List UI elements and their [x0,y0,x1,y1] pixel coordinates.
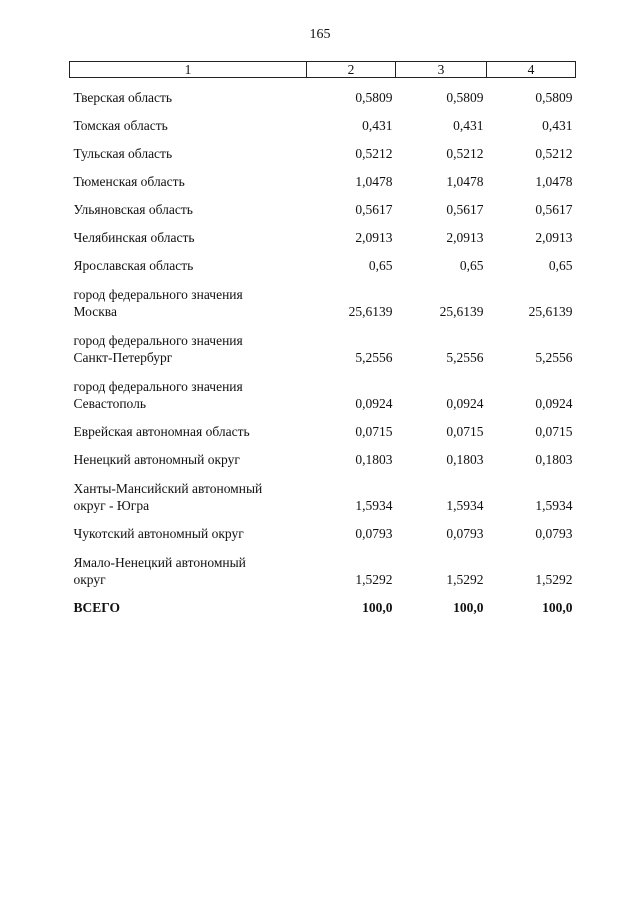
region-name-line: Тверская область [73,90,173,105]
table-row [70,440,576,468]
region-name-line: Ненецкий автономный округ [73,452,240,467]
region-name-cell [70,366,307,412]
region-name-line: Томская область [73,118,168,133]
table-row [70,134,576,162]
table-row [70,412,576,440]
table-row [70,246,576,274]
value-cell-col3: 0,0715 [446,424,484,439]
region-name-line: город федерального значения [73,287,243,302]
value-cell-col3: 0,5617 [446,202,484,217]
region-name-line: Ульяновская область [73,202,193,217]
value-cell-col4: 0,5809 [535,90,573,105]
value-cell-col4: 0,0715 [535,424,573,439]
value-cell-col3: 25,6139 [439,304,484,319]
table-row [70,106,576,134]
table-row [70,320,576,366]
table-row [70,78,576,107]
column-header-1: 1 [70,62,307,78]
value-cell-col3: 100,0 [453,600,484,615]
table-row [70,468,576,514]
value-cell-col4: 0,1803 [535,452,573,467]
region-name-cell [70,162,307,190]
region-name-line: округ [73,572,106,587]
value-cell-col4: 2,0913 [535,230,573,245]
region-name-cell [70,78,307,107]
value-cell-col4: 100,0 [542,600,573,615]
value-cell-col3: 0,0924 [446,396,484,411]
region-name-cell [70,218,307,246]
value-cell-col2: 0,0715 [355,424,393,439]
region-name-cell [70,190,307,218]
value-cell-col4: 0,0793 [535,526,573,541]
region-name-line: Чукотский автономный округ [73,526,244,541]
table-row [70,274,576,320]
value-cell-col3: 1,5934 [446,498,484,513]
region-name-cell [70,440,307,468]
value-cell-col2: 2,0913 [355,230,393,245]
value-cell-col4: 0,65 [548,258,573,273]
value-cell-col4: 0,5212 [535,146,573,161]
region-name-line: Тульская область [73,146,173,161]
column-header-3: 3 [396,62,487,78]
region-name-cell [70,274,307,320]
value-cell-col3: 2,0913 [446,230,484,245]
region-name-line: Севастополь [73,396,147,411]
value-cell-col2: 1,5292 [355,572,393,587]
region-name-line: ВСЕГО [73,600,121,615]
table-row [70,218,576,246]
value-cell-col2: 0,1803 [355,452,393,467]
region-name-line: город федерального значения [73,333,243,348]
value-cell-col3: 0,431 [453,118,484,133]
value-cell-col3: 1,0478 [446,174,484,189]
value-cell-col2: 0,5617 [355,202,393,217]
column-header-4: 4 [487,62,576,78]
region-name-cell [70,246,307,274]
value-cell-col2: 0,0924 [355,396,393,411]
region-name-cell [70,412,307,440]
region-name-cell [70,468,307,514]
table-row [70,366,576,412]
value-cell-col2: 1,5934 [355,498,393,513]
region-name-line: Санкт-Петербург [73,350,173,365]
value-cell-col4: 0,431 [542,118,573,133]
value-cell-col2: 0,65 [368,258,393,273]
value-cell-col3: 0,0793 [446,526,484,541]
value-cell-col2: 25,6139 [348,304,393,319]
region-name-cell [70,106,307,134]
region-name-line: округ - Югра [73,498,150,513]
value-cell-col4: 1,0478 [535,174,573,189]
value-cell-col4: 5,2556 [535,350,573,365]
distribution-table [69,61,576,616]
value-cell-col2: 0,5212 [355,146,393,161]
region-name-line: Ярославская область [73,258,194,273]
table-row [70,542,576,588]
region-name-cell [70,588,307,616]
value-cell-col2: 100,0 [362,600,393,615]
region-name-line: Москва [73,304,117,319]
region-name-line: город федерального значения [73,379,243,394]
value-cell-col3: 0,65 [459,258,484,273]
value-cell-col2: 0,5809 [355,90,393,105]
table-row [70,162,576,190]
region-name-line: Еврейская автономная область [73,424,250,439]
value-cell-col4: 25,6139 [528,304,573,319]
region-name-line: Ханты-Мансийский автономный [73,481,263,496]
value-cell-col3: 1,5292 [446,572,484,587]
region-name-cell [70,542,307,588]
page-number: 165 [309,27,331,42]
region-name-cell [70,134,307,162]
value-cell-col4: 1,5292 [535,572,573,587]
value-cell-col2: 0,431 [362,118,393,133]
table-row [70,190,576,218]
region-name-line: Ямало-Ненецкий автономный [73,555,246,570]
table-header [70,62,576,78]
region-name-cell [70,320,307,366]
value-cell-col3: 0,5212 [446,146,484,161]
value-cell-col3: 0,1803 [446,452,484,467]
table-row [70,514,576,542]
region-name-line: Тюменская область [73,174,185,189]
table-header-row [70,62,576,78]
value-cell-col3: 0,5809 [446,90,484,105]
table-body [70,78,576,617]
value-cell-col3: 5,2556 [446,350,484,365]
region-name-line: Челябинская область [73,230,195,245]
value-cell-col4: 1,5934 [535,498,573,513]
column-header-2: 2 [307,62,396,78]
value-cell-col2: 5,2556 [355,350,393,365]
value-cell-col2: 1,0478 [355,174,393,189]
value-cell-col4: 0,0924 [535,396,573,411]
value-cell-col4: 0,5617 [535,202,573,217]
value-cell-col2: 0,0793 [355,526,393,541]
total-row [70,588,576,616]
region-name-cell [70,514,307,542]
